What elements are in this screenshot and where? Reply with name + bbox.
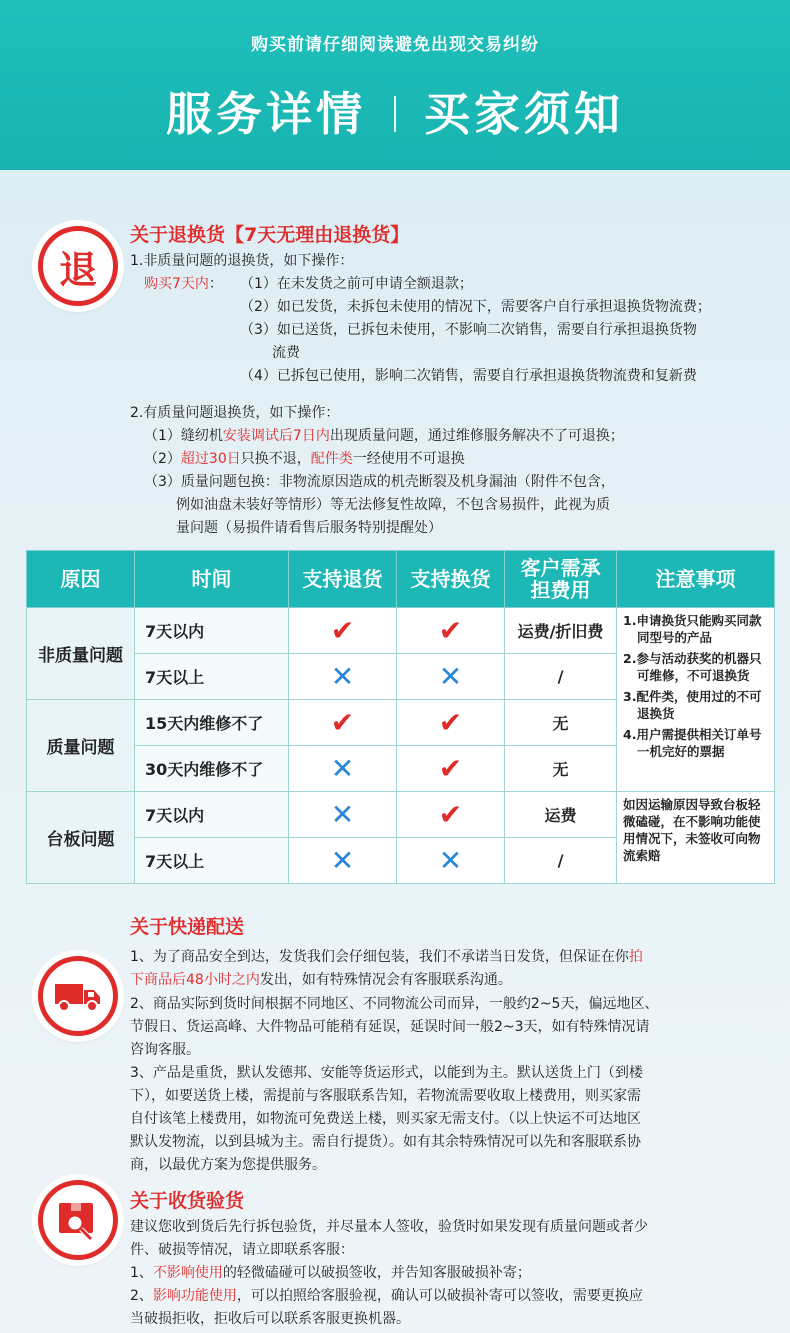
check-icon: ✔ — [438, 614, 463, 647]
shipping-line-8: 自付该笔上楼费用，如物流可免费送上楼，则买家无需支付。（以上快运不可达地区 — [130, 1111, 641, 1127]
header-notes: 注意事项 — [617, 551, 775, 608]
header-banner — [0, 0, 790, 170]
inspection-line-3: 1、不影响使用的轻微磕碰可以破损签收，并告知客服破损补寄； — [130, 1265, 531, 1281]
non-quality-intro: 1.非质量问题的退换货，如下操作： — [130, 253, 354, 269]
cross-icon: ✕ — [330, 798, 355, 831]
row-return-mark — [289, 838, 397, 884]
check-icon: ✔ — [438, 752, 463, 785]
reason-quality: 质量问题 — [27, 700, 135, 792]
inspection-title: 关于收货验货 — [130, 1190, 245, 1212]
header-fee: 客户需承担费用 — [505, 551, 617, 608]
table-header-row — [27, 551, 775, 608]
truck-icon — [38, 956, 118, 1036]
quality-intro: 2.有质量问题退换货，如下操作： — [130, 405, 340, 421]
quality-item-3: （3）质量问题包换：非物流原因造成的机壳断裂及机身漏油（附件不包含， — [144, 474, 615, 490]
row-return-mark — [289, 608, 397, 654]
header-return: 支持退货 — [289, 551, 397, 608]
row-exchange-mark — [397, 792, 505, 838]
inspect-box-icon — [38, 1180, 118, 1260]
row-exchange-mark — [397, 700, 505, 746]
shipping-line-10: 商，以最优方案为您提供服务。 — [130, 1157, 326, 1173]
row-exchange-mark — [397, 608, 505, 654]
header-notice: 购买前请仔细阅读避免出现交易纠纷 — [251, 35, 539, 55]
row-return-mark — [289, 746, 397, 792]
notes-board: 如因运输原因导致台板轻微磕碰，在不影响功能使用情况下，未签收可向物流索赔 — [617, 792, 775, 884]
return-item-2: （2）如已发货，未拆包未使用的情况下，需要客户自行承担退换货物流费； — [240, 299, 711, 315]
shipping-line-3: 2、商品实际到货时间根据不同地区、不同物流公司而异，一般约2~5天，偏远地区、 — [130, 996, 659, 1012]
return-item-3: （3）如已送货，已拆包未使用，不影响二次销售，需要自行承担退换货物 — [240, 322, 697, 338]
row-time: 30天内维修不了 — [135, 746, 289, 792]
reason-non-quality: 非质量问题 — [27, 608, 135, 700]
table-row — [27, 608, 775, 654]
shipping-title: 关于快递配送 — [130, 916, 245, 938]
cross-icon: ✕ — [330, 660, 355, 693]
within-7-days-label: 购买7天内： — [144, 276, 223, 292]
shipping-line-9: 默认发物流，以到县城为主。需自行提货）。如有其余特殊情况可以先和客服联系协 — [130, 1134, 641, 1150]
inspect-shape — [55, 1199, 101, 1241]
row-fee: / — [505, 654, 617, 700]
row-fee: 运费 — [505, 792, 617, 838]
row-return-mark — [289, 792, 397, 838]
row-time: 7天以上 — [135, 654, 289, 700]
header-reason: 原因 — [27, 551, 135, 608]
check-icon: ✔ — [330, 706, 355, 739]
row-exchange-mark — [397, 746, 505, 792]
note-item: 3.配件类，使用过的不可退换货 — [623, 689, 762, 721]
row-time: 15天内维修不了 — [135, 700, 289, 746]
quality-item-3-cont1: 例如油盘未装好等情形）等无法修复性故障，不包含易损件，此视为质 — [176, 497, 610, 513]
check-icon: ✔ — [438, 798, 463, 831]
header-time: 时间 — [135, 551, 289, 608]
row-time: 7天以内 — [135, 608, 289, 654]
notes-main — [617, 608, 775, 792]
reason-board: 台板问题 — [27, 792, 135, 884]
row-time: 7天以内 — [135, 792, 289, 838]
shipping-line-5: 咨询客服。 — [130, 1042, 200, 1058]
note-item: 1.申请换货只能购买同款同型号的产品 — [623, 613, 762, 645]
quality-item-3-cont2: 量问题（易损件请看售后服务特别提醒处） — [176, 520, 442, 536]
cross-icon: ✕ — [438, 660, 463, 693]
inspection-line-5: 当破损拒收，拒收后可以联系客服更换机器。 — [130, 1311, 410, 1327]
shipping-line-6: 3、产品是重货，默认发德邦、安能等货运形式，以能到为主。默认送货上门（到楼 — [130, 1065, 643, 1081]
cross-icon: ✕ — [438, 844, 463, 877]
cross-icon: ✕ — [330, 752, 355, 785]
title-service-details: 服务详情 — [166, 87, 366, 141]
return-item-3-cont: 流费 — [272, 345, 300, 361]
truck-shape — [53, 978, 103, 1014]
check-icon: ✔ — [330, 614, 355, 647]
quality-item-1: （1）缝纫机安装调试后7日内出现质量问题，通过维修服务解决不了可退换； — [144, 428, 624, 444]
title-divider — [394, 96, 396, 132]
row-fee: 运费/折旧费 — [505, 608, 617, 654]
table-row — [27, 792, 775, 838]
return-policy-table — [26, 550, 775, 884]
returns-title: 关于退换货【7天无理由退换货】 — [130, 224, 410, 246]
header-exchange: 支持换货 — [397, 551, 505, 608]
check-icon: ✔ — [438, 706, 463, 739]
inspection-line-4: 2、影响功能使用，可以拍照给客服验视，确认可以破损补寄可以签收，需要更换应 — [130, 1288, 643, 1304]
quality-item-2: （2）超过30日只换不退，配件类一经使用不可退换 — [144, 451, 465, 467]
row-return-mark — [289, 654, 397, 700]
cross-icon: ✕ — [330, 844, 355, 877]
shipping-line-4: 节假日、货运高峰、大件物品可能稍有延误，延误时间一般2~3天，如有特殊情况请 — [130, 1019, 650, 1035]
inspection-line-2: 件、破损等情况，请立即联系客服： — [130, 1242, 354, 1258]
note-item: 2.参与活动获奖的机器只可维修，不可退换货 — [623, 651, 762, 683]
return-badge-icon — [38, 226, 118, 306]
row-return-mark — [289, 700, 397, 746]
shipping-line-2: 下商品后48小时之内发出，如有特殊情况会有客服联系沟通。 — [130, 972, 512, 988]
header-title — [0, 78, 790, 144]
return-item-4: （4）已拆包已使用，影响二次销售，需要自行承担退换货物流费和复新费 — [240, 368, 697, 384]
title-buyer-notice: 买家须知 — [424, 87, 624, 141]
row-exchange-mark — [397, 654, 505, 700]
return-item-1: （1）在未发货之前可申请全额退款； — [240, 276, 473, 292]
row-time: 7天以上 — [135, 838, 289, 884]
row-exchange-mark — [397, 838, 505, 884]
return-badge-text: 退 — [58, 247, 97, 292]
row-fee: / — [505, 838, 617, 884]
shipping-line-7: 下），如要送货上楼，需提前与客服联系告知，若物流需要收取上楼费用，则买家需 — [130, 1088, 641, 1104]
note-item: 4.用户需提供相关订单号一机完好的票据 — [623, 727, 762, 759]
row-fee: 无 — [505, 746, 617, 792]
inspection-line-1: 建议您收到货后先行拆包验货，并尽量本人签收，验货时如果发现有质量问题或者少 — [130, 1219, 648, 1235]
shipping-line-1: 1、为了商品安全到达，发货我们会仔细包装，我们不承诺当日发货，但保证在你拍 — [130, 949, 643, 965]
row-fee: 无 — [505, 700, 617, 746]
